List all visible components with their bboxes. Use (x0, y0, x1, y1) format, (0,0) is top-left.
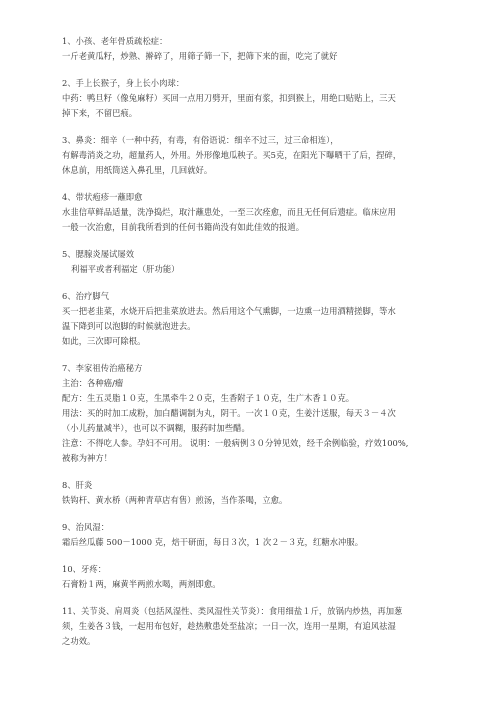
remedy-body-line: 铁钩杆、黄水桥（两种青草店有售）煎汤，当作茶喝，立愈。 (62, 495, 288, 505)
remedy-heading: 9、治风湿： (62, 522, 110, 532)
remedy-section (62, 289, 440, 349)
remedy-section (62, 76, 440, 121)
remedy-body-line: 用法：买的时加工成粉，加白醋调制为丸，阴干。一次１０克，生姜汁送服，每天３－４次 (62, 408, 396, 418)
remedy-body-line: 温下降到可以泡脚的时候就泡进去。 (62, 321, 196, 331)
remedy-body-line: 须，生姜各３钱，一起用布包好，趁热敷患处至盐凉；一日一次，连用一星期，有追风祛湿 (62, 621, 396, 631)
remedy-body-line: 一般一次治愈，目前我所看到的任何书籍尚没有如此佳效的报道。 (62, 222, 305, 232)
remedy-body-line: 配方：生五灵脂１０克，生黑牵牛２０克，生香附子１０克，生广木香１０克。 (62, 393, 355, 403)
remedy-heading: 2、手上长猴子，身上长小肉球： (62, 78, 185, 88)
remedy-body-line: 休息前，用纸筒送入鼻孔里，几回就好。 (62, 165, 213, 175)
remedy-heading: 6、治疗脚气 (62, 291, 110, 301)
remedy-body-line: 石膏粉１两，麻黄半两煎水喝，两剂即愈。 (62, 579, 221, 589)
remedy-body-line: 之功效。 (62, 636, 96, 646)
remedy-body-line: 利福平或者利福定（肝功能） (71, 264, 180, 274)
remedy-heading: 4、带状疱疹一蘸即愈 (62, 192, 143, 202)
remedy-heading: 10、牙疼： (62, 564, 107, 574)
remedy-body-line: 水韭信草鲜品适量，洗净捣烂，取汁蘸患处，一至三次痊愈，而且无任何后遗症。临床应用 (62, 207, 396, 217)
remedy-heading: 8、肝炎 (62, 480, 93, 490)
remedy-heading: 3、鼻炎：细辛（一种中药，有毒，有俗语说：细辛不过三，过三命相连）， (62, 135, 339, 145)
remedy-section (62, 478, 440, 508)
remedy-body-line: 一斤老黄瓜籽，炒熟、擀碎了，用筛子筛一下，把筛下来的面，吃完了就好 (62, 51, 338, 61)
remedy-heading: 1、小孩、老年骨质疏松症： (62, 36, 168, 46)
remedy-heading: 7、李家祖传治癌秘方 (62, 363, 143, 373)
remedy-body-line: 买一把老韭菜，水烧开后把韭菜放进去。然后用这个气熏脚，一边熏一边用酒精搓脚，等水 (62, 306, 396, 316)
remedy-body-line: 中药：鸭旦籽（像兔麻籽）买回一点用刀劈开，里面有浆，扣到猴上，用绝口贴贴上，三天 (62, 93, 396, 103)
remedy-section (62, 190, 440, 235)
remedy-section (62, 34, 440, 64)
remedy-body-line: 如此，三次即可除根。 (62, 336, 146, 346)
remedy-body-line: 掉下来，不留巴痕。 (62, 108, 138, 118)
remedy-body-line: 被称为神方！ (62, 453, 113, 463)
remedy-section (62, 520, 440, 550)
remedy-heading: 11、关节炎、肩周炎（包括风湿性、类风湿性关节炎）：食用细盐１斤，放锅内炒热，再加葱 (62, 606, 403, 616)
remedy-section (62, 604, 440, 649)
remedy-body-line: （小儿药量减半），也可以不调糊，服药时加些醋。 (62, 423, 250, 433)
remedy-section (62, 361, 440, 466)
remedy-body-line: 有解毒消炎之功，超量药人，外用。外形像地瓜秧子。买5克，在阳光下曝晒干了后，捏碎， (62, 150, 402, 160)
remedy-heading: 5、腮腺炎屡试屡效 (62, 249, 135, 259)
remedy-body-line: 霜后丝瓜藤 500－1000 克，焙干研面，每日３次，1 次２－３克，红糖水冲服。 (62, 537, 364, 547)
remedy-body-line: 注意：不得吃人参。孕妇不可用。 说明：一般病例３０分钟见效，经千余例临验，疗效100%, (62, 438, 409, 448)
remedy-body-line: 主治：各种癌/瘤 (62, 378, 124, 388)
remedy-section (62, 562, 440, 592)
remedy-section (62, 247, 440, 277)
remedy-section (62, 133, 440, 178)
